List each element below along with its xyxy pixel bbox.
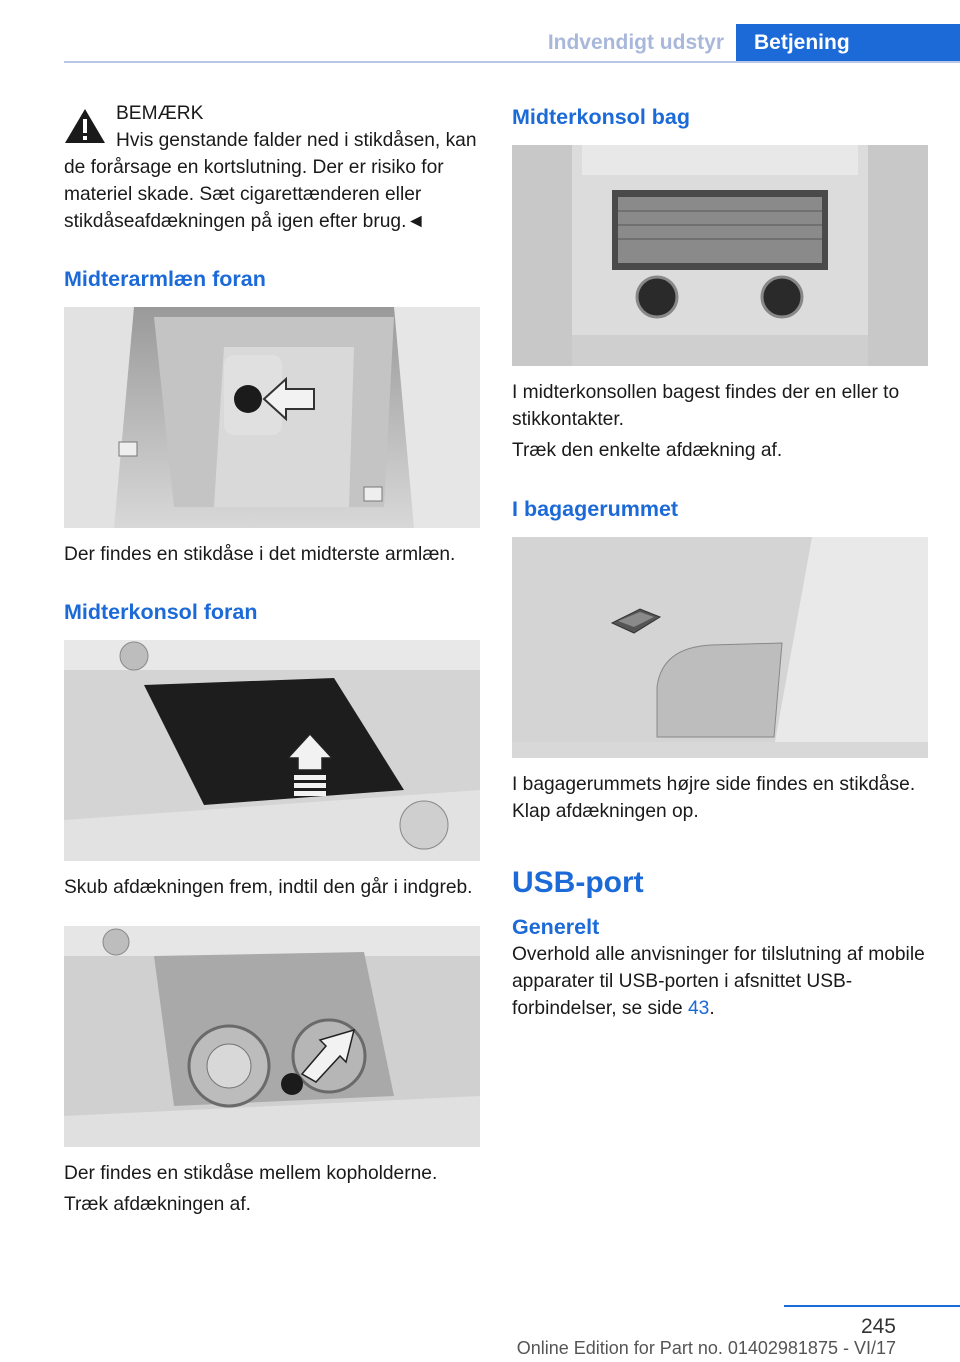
footer-rule [784, 1305, 960, 1307]
warning-triangle-icon [64, 108, 106, 144]
heading-console-front: Midterkonsol foran [64, 600, 258, 624]
warning-title: BEMÆRK [116, 103, 204, 124]
header-chapter-tab[interactable]: Betjening [736, 24, 960, 63]
text-console-front: Skub afdækningen frem, indtil den går i indgreb. [64, 877, 473, 898]
image-armrest [64, 307, 480, 528]
heading-armrest: Midterarmlæn foran [64, 267, 266, 291]
text-general-body: Overhold alle anvisninger for tilslutning af mobile apparater til USB-porten i afsnittet USB-forbindelser, se side [512, 944, 925, 1019]
heading-console-rear: Midterkonsol bag [512, 105, 690, 129]
heading-usb: USB-port [512, 866, 644, 899]
warning-note [64, 100, 480, 235]
text-console-rear-2: Træk den enkelte afdækning af. [512, 440, 783, 461]
image-console-rear [512, 145, 928, 366]
header-rule [64, 61, 960, 63]
page-number: 245 [860, 1315, 896, 1338]
text-general-end: . [709, 998, 715, 1019]
right-column [512, 100, 928, 1022]
image-trunk [512, 537, 928, 758]
heading-general: Generelt [512, 915, 600, 939]
image-console-cups [64, 926, 480, 1147]
heading-trunk: I bagagerummet [512, 497, 679, 521]
text-armrest: Der findes en stikdåse i det midterste armlæn. [64, 544, 456, 565]
header-section-tab[interactable]: Indvendigt udstyr [547, 31, 724, 54]
text-remove-cover: Træk afdækningen af. [64, 1194, 251, 1215]
image-console-front [64, 640, 480, 861]
text-trunk: I bagagerummets højre side findes en stikdåse. Klap afdækningen op. [512, 774, 916, 822]
text-console-cups: Der findes en stikdåse mellem kopholderne. [64, 1163, 438, 1184]
warning-text: Hvis genstande falder ned i stikdåsen, kan de forårsage en kortslutning. Der er risiko for materiel skade. Sæt cigarettænderen eller stikdåseafdækningen på igen efter brug.◄ [64, 130, 477, 232]
text-console-rear-1: I midterkonsollen bagest findes der en eller to stikkontakter. [512, 382, 900, 430]
page-link-43[interactable]: 43 [688, 998, 710, 1019]
left-column [64, 100, 480, 1218]
edition-footer: Online Edition for Part no. 01402981875 - VI/17 [516, 1338, 896, 1358]
text-general [512, 941, 928, 1022]
